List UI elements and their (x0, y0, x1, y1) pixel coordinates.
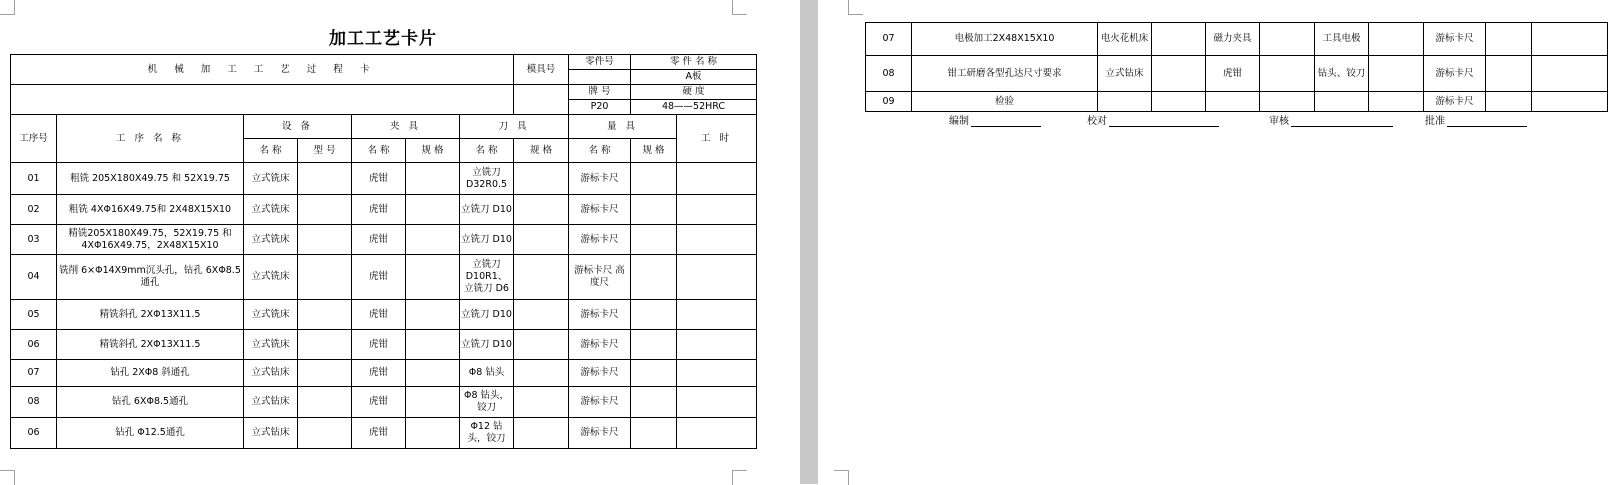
row-step-no: 08 (11, 387, 57, 418)
row-model (298, 255, 352, 300)
row-step-name: 精铣205X180X49.75，52X19.75 和 4XΦ16X49.75，2X48X15X10 (57, 225, 244, 255)
row-fixture-spec (406, 225, 460, 255)
sig-prepared-field[interactable] (971, 115, 1041, 127)
header-tool: 刀 具 (460, 115, 569, 139)
row-fixture-spec (1260, 56, 1315, 92)
row-step-name: 钻孔 6XΦ8.5通孔 (57, 387, 244, 418)
header-gauge: 量 具 (569, 115, 677, 139)
row-equipment: 立式铣床 (244, 225, 298, 255)
row-step-no: 09 (866, 92, 912, 112)
process-row (11, 387, 757, 418)
row-hours (677, 418, 757, 449)
row-gauge-spec (631, 163, 677, 195)
row-fixture-spec (406, 300, 460, 330)
process-row (866, 92, 1608, 112)
part-name-value: A板 (631, 70, 757, 85)
row-step-name: 粗铣 205X180X49.75 和 52X19.75 (57, 163, 244, 195)
row-equipment: 立式钻床 (244, 387, 298, 418)
process-row (11, 330, 757, 360)
page-1 (0, 0, 800, 484)
row-gauge: 游标卡尺 高度尺 (569, 255, 631, 300)
row-gauge: 游标卡尺 (569, 418, 631, 449)
row-tool-spec (514, 360, 569, 387)
header-gauge-name: 名 称 (569, 139, 631, 163)
row-model (1152, 56, 1206, 92)
sig-approved-field[interactable] (1447, 115, 1527, 127)
row-step-no: 02 (11, 195, 57, 225)
row-tool: Φ12 钻头，铰刀 (460, 418, 514, 449)
row-fixture-spec (406, 418, 460, 449)
row-fixture: 虎钳 (352, 300, 406, 330)
row-model (1152, 23, 1206, 56)
sig-checked-field[interactable] (1109, 115, 1219, 127)
hardness-value: 48——52HRC (631, 100, 757, 115)
row-tool: 立铣刀 D10 (460, 195, 514, 225)
row-hours (1532, 56, 1608, 92)
crop-mark (732, 470, 747, 485)
row-model (298, 330, 352, 360)
row-gauge-spec (631, 418, 677, 449)
sig-prepared (949, 112, 1041, 127)
sig-reviewed (1269, 112, 1393, 127)
header-step-name: 工 序 名 称 (57, 115, 244, 163)
row-tool: 钻头、铰刀 (1315, 56, 1369, 92)
row-tool-spec (514, 330, 569, 360)
row-tool: Φ8 钻头 (460, 360, 514, 387)
row-step-name: 精铣斜孔 2XΦ13X11.5 (57, 300, 244, 330)
row-equipment: 电火花机床 (1098, 23, 1152, 56)
row-gauge-spec (631, 387, 677, 418)
row-step-no: 04 (11, 255, 57, 300)
sig-approved-label: 批准 (1425, 116, 1445, 127)
sig-prepared-label: 编制 (949, 116, 969, 127)
row-fixture-spec (1260, 92, 1315, 112)
crop-mark (0, 470, 15, 485)
page-gutter (800, 0, 818, 484)
row-gauge-spec (631, 330, 677, 360)
row-tool-spec (514, 300, 569, 330)
row-equipment: 立式钻床 (244, 418, 298, 449)
document-title: 加工工艺卡片 (329, 29, 437, 49)
row-step-name: 钻孔 2XΦ8 斜通孔 (57, 360, 244, 387)
row-tool: 立铣刀 D10 (460, 330, 514, 360)
row-model (1152, 92, 1206, 112)
row-step-no: 05 (11, 300, 57, 330)
row-fixture: 虎钳 (352, 163, 406, 195)
row-model (298, 225, 352, 255)
row-tool: 工具电极 (1315, 23, 1369, 56)
card-name: 机 械 加 工 工 艺 过 程 卡 (11, 55, 514, 85)
row-hours (677, 300, 757, 330)
row-hours (677, 387, 757, 418)
row-gauge-spec (631, 300, 677, 330)
process-row (11, 418, 757, 449)
row-equipment: 立式铣床 (244, 163, 298, 195)
row-step-no: 08 (866, 56, 912, 92)
header-tool-name: 名 称 (460, 139, 514, 163)
row-tool-spec (1369, 23, 1424, 56)
row-step-name: 精铣斜孔 2XΦ13X11.5 (57, 330, 244, 360)
row-fixture: 虎钳 (352, 255, 406, 300)
sig-approved (1425, 112, 1527, 127)
row-gauge-spec (1486, 23, 1532, 56)
row-hours (1532, 92, 1608, 112)
row-gauge: 游标卡尺 (569, 387, 631, 418)
row-model (298, 195, 352, 225)
row-fixture: 虎钳 (1206, 56, 1260, 92)
row-gauge: 游标卡尺 (569, 225, 631, 255)
process-card-table (10, 54, 757, 449)
row-tool-spec (514, 225, 569, 255)
header-step-no: 工序号 (11, 115, 57, 163)
row-equipment: 立式铣床 (244, 330, 298, 360)
crop-mark (848, 0, 863, 15)
row-step-no: 07 (11, 360, 57, 387)
row-fixture-spec (406, 163, 460, 195)
row-model (298, 300, 352, 330)
row-fixture: 磁力夹具 (1206, 23, 1260, 56)
row-step-no: 06 (11, 330, 57, 360)
row-tool: Φ8 钻头，铰刀 (460, 387, 514, 418)
row-gauge: 游标卡尺 (569, 163, 631, 195)
row-model (298, 418, 352, 449)
row-equipment: 立式钻床 (244, 360, 298, 387)
row-tool-spec (514, 387, 569, 418)
header-fixture: 夹 具 (352, 115, 460, 139)
row-fixture: 虎钳 (352, 195, 406, 225)
row-step-no: 07 (866, 23, 912, 56)
row-gauge-spec (631, 195, 677, 225)
row-hours (677, 360, 757, 387)
sig-reviewed-field[interactable] (1291, 115, 1393, 127)
row-hours (677, 255, 757, 300)
row-tool-spec (514, 255, 569, 300)
row-fixture-spec (406, 330, 460, 360)
row-equipment (1098, 92, 1152, 112)
row-tool: 立铣刀 D10R1、立铣刀 D6 (460, 255, 514, 300)
part-number-label: 零件号 (569, 55, 631, 70)
row-tool-spec (514, 418, 569, 449)
row-step-name: 钳工研磨各型孔达尺寸要求 (912, 56, 1098, 92)
row-gauge-spec (631, 360, 677, 387)
row-tool-spec (1369, 56, 1424, 92)
row-fixture-spec (406, 360, 460, 387)
part-name-label: 零 件 名 称 (631, 55, 757, 70)
material-label: 牌 号 (569, 85, 631, 100)
row-gauge-spec (1486, 92, 1532, 112)
row-hours (677, 330, 757, 360)
row-hours (1532, 23, 1608, 56)
process-row (11, 300, 757, 330)
crop-mark (0, 0, 15, 15)
header-equipment-model: 型 号 (298, 139, 352, 163)
row-model (298, 360, 352, 387)
crop-mark (732, 0, 747, 15)
crop-mark (834, 470, 849, 485)
row-gauge-spec (631, 225, 677, 255)
row-step-name: 粗铣 4XΦ16X49.75和 2X48X15X10 (57, 195, 244, 225)
row-gauge: 游标卡尺 (569, 195, 631, 225)
process-row (866, 56, 1608, 92)
row-gauge-spec (1486, 56, 1532, 92)
row-equipment: 立式铣床 (244, 300, 298, 330)
card-name-blank (11, 85, 514, 115)
part-number-value (569, 70, 631, 85)
signature-line (865, 112, 1607, 126)
row-tool-spec (514, 195, 569, 225)
process-row (11, 195, 757, 225)
sig-reviewed-label: 审核 (1269, 116, 1289, 127)
row-step-no: 01 (11, 163, 57, 195)
row-step-name: 电极加工2X48X15X10 (912, 23, 1098, 56)
row-fixture (1206, 92, 1260, 112)
row-tool: 立铣刀 D10 (460, 225, 514, 255)
process-card-continued-table (865, 22, 1608, 112)
row-gauge: 游标卡尺 (569, 360, 631, 387)
header-equipment-name: 名 称 (244, 139, 298, 163)
process-row (866, 23, 1608, 56)
row-fixture-spec (406, 195, 460, 225)
row-tool: 立铣刀 D10 (460, 300, 514, 330)
row-fixture: 虎钳 (352, 360, 406, 387)
row-fixture: 虎钳 (352, 418, 406, 449)
row-tool-spec (1369, 92, 1424, 112)
row-step-name: 铣削 6×Φ14X9mm沉头孔，钻孔 6XΦ8.5 通孔 (57, 255, 244, 300)
row-fixture: 虎钳 (352, 330, 406, 360)
process-row (11, 255, 757, 300)
row-fixture: 虎钳 (352, 225, 406, 255)
process-row (11, 360, 757, 387)
row-equipment: 立式钻床 (1098, 56, 1152, 92)
row-gauge: 游标卡尺 (1424, 56, 1486, 92)
hardness-label: 硬 度 (631, 85, 757, 100)
row-fixture-spec (406, 255, 460, 300)
header-equipment: 设 备 (244, 115, 352, 139)
row-fixture-spec (1260, 23, 1315, 56)
row-gauge: 游标卡尺 (1424, 92, 1486, 112)
row-hours (677, 225, 757, 255)
header-hours: 工 时 (677, 115, 757, 163)
mold-number-value (514, 85, 569, 115)
row-gauge: 游标卡尺 (1424, 23, 1486, 56)
header-fixture-name: 名 称 (352, 139, 406, 163)
row-gauge: 游标卡尺 (569, 330, 631, 360)
material-value: P20 (569, 100, 631, 115)
row-gauge-spec (631, 255, 677, 300)
row-model (298, 387, 352, 418)
header-tool-spec: 规 格 (514, 139, 569, 163)
row-step-name: 钻孔 Φ12.5通孔 (57, 418, 244, 449)
process-row (11, 163, 757, 195)
row-hours (677, 163, 757, 195)
header-gauge-spec: 规 格 (631, 139, 677, 163)
sig-checked (1087, 112, 1219, 127)
mold-number-label: 模具号 (514, 55, 569, 85)
row-hours (677, 195, 757, 225)
row-tool-spec (514, 163, 569, 195)
row-fixture: 虎钳 (352, 387, 406, 418)
sig-checked-label: 校对 (1087, 116, 1107, 127)
row-gauge: 游标卡尺 (569, 300, 631, 330)
row-step-no: 06 (11, 418, 57, 449)
row-step-no: 03 (11, 225, 57, 255)
row-equipment: 立式铣床 (244, 255, 298, 300)
row-step-name: 检验 (912, 92, 1098, 112)
header-fixture-spec: 规 格 (406, 139, 460, 163)
row-equipment: 立式铣床 (244, 195, 298, 225)
row-model (298, 163, 352, 195)
process-row (11, 225, 757, 255)
row-tool: 立铣刀 D32R0.5 (460, 163, 514, 195)
row-fixture-spec (406, 387, 460, 418)
row-tool (1315, 92, 1369, 112)
